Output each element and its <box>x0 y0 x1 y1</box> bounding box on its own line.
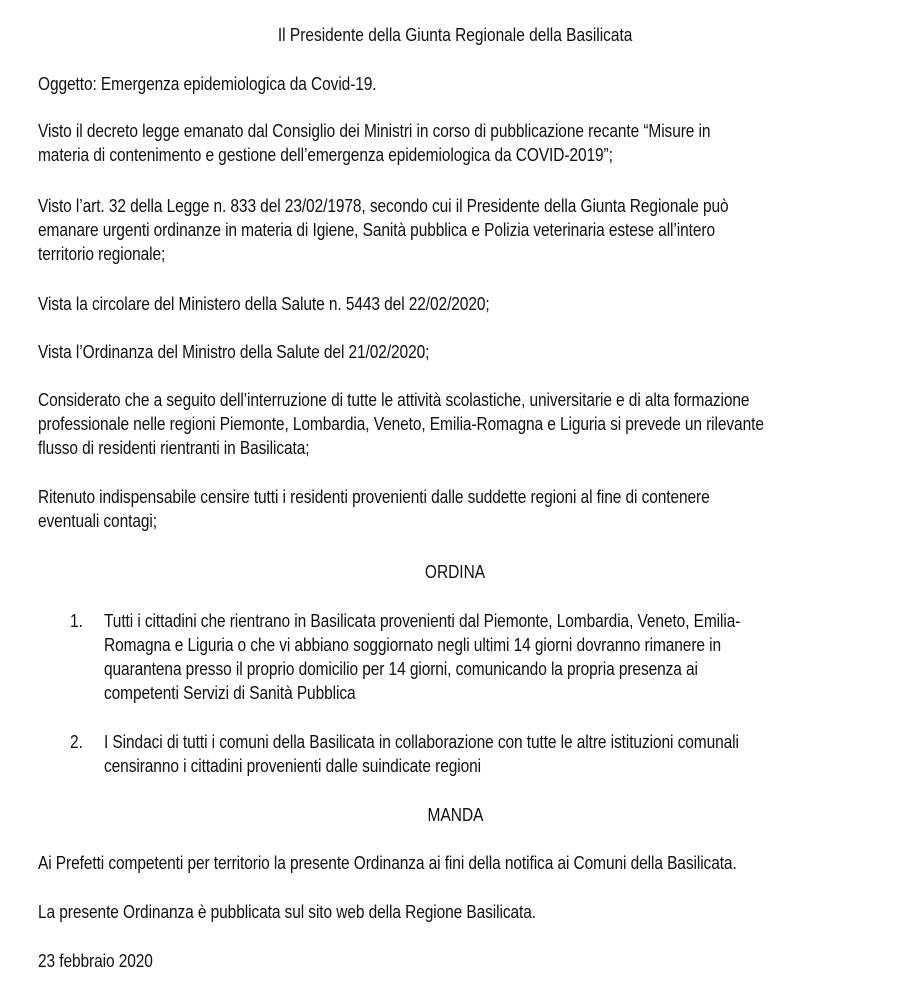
premise-2-line-2: emanare urgenti ordinanze in materia di Igiene, Sanità pubblica e Polizia veterinaria estese all’intero <box>38 220 715 240</box>
ordina-heading <box>0 560 911 584</box>
order-2-line-1: I Sindaci di tutti i comuni della Basilicata in collaborazione con tutte le altre istituzioni comunali <box>104 732 739 752</box>
manda-heading-text: MANDA <box>427 805 484 825</box>
manda-text: Ai Prefetti competenti per territorio la presente Ordinanza ai fini della notifica ai Comuni della Basilicata. <box>38 853 737 873</box>
premise-3-line-1: Vista la circolare del Ministero della Salute n. 5443 del 22/02/2020; <box>38 294 490 314</box>
document-title-text: Il Presidente della Giunta Regionale della Basilicata <box>278 25 633 45</box>
order-1-line-3: quarantena presso il proprio domicilio per 14 giorni, comunicando la propria presenza ai <box>104 659 698 679</box>
subject-line: Oggetto: Emergenza epidemiologica da Covid-19. <box>38 74 377 94</box>
order-1-number: 1. <box>70 611 83 631</box>
manda-heading <box>0 803 911 827</box>
order-2-number: 2. <box>70 732 83 752</box>
order-1-line-4: competenti Servizi di Sanità Pubblica <box>104 683 356 703</box>
premise-1-line-1: Visto il decreto legge emanato dal Consiglio dei Ministri in corso di pubblicazione recante “Misure in <box>38 121 711 141</box>
document-date: 23 febbraio 2020 <box>38 951 153 971</box>
premise-4-line-1: Vista l’Ordinanza del Ministro della Salute del 21/02/2020; <box>38 342 430 362</box>
premise-2-line-1: Visto l’art. 32 della Legge n. 833 del 23/02/1978, secondo cui il Presidente della Giunta Regionale può <box>38 196 729 216</box>
premise-5-line-3: flusso di residenti rientranti in Basilicata; <box>38 438 310 458</box>
premise-6-line-1: Ritenuto indispensabile censire tutti i residenti provenienti dalle suddette regioni al fine di contenere <box>38 487 710 507</box>
publication-note: La presente Ordinanza è pubblicata sul sito web della Regione Basilicata. <box>38 902 537 922</box>
document-title <box>0 23 911 47</box>
order-1-line-1: Tutti i cittadini che rientrano in Basilicata provenienti dal Piemonte, Lombardia, Veneto, Emilia- <box>104 611 741 631</box>
premise-6-line-2: eventuali contagi; <box>38 511 157 531</box>
premise-5-line-2: professionale nelle regioni Piemonte, Lombardia, Veneto, Emilia-Romagna e Liguria si prevede un rilevante <box>38 414 764 434</box>
order-1-line-2: Romagna e Liguria o che vi abbiano soggiornato negli ultimi 14 giorni dovranno rimanere in <box>104 635 722 655</box>
ordina-heading-text: ORDINA <box>425 562 486 582</box>
premise-5-line-1: Considerato che a seguito dell’interruzione di tutte le attività scolastiche, universitarie e di alta formazione <box>38 390 750 410</box>
premise-2-line-3: territorio regionale; <box>38 244 166 264</box>
order-2-line-2: censiranno i cittadini provenienti dalle suindicate regioni <box>104 756 482 776</box>
premise-1-line-2: materia di contenimento e gestione dell’emergenza epidemiologica da COVID-2019”; <box>38 145 613 165</box>
